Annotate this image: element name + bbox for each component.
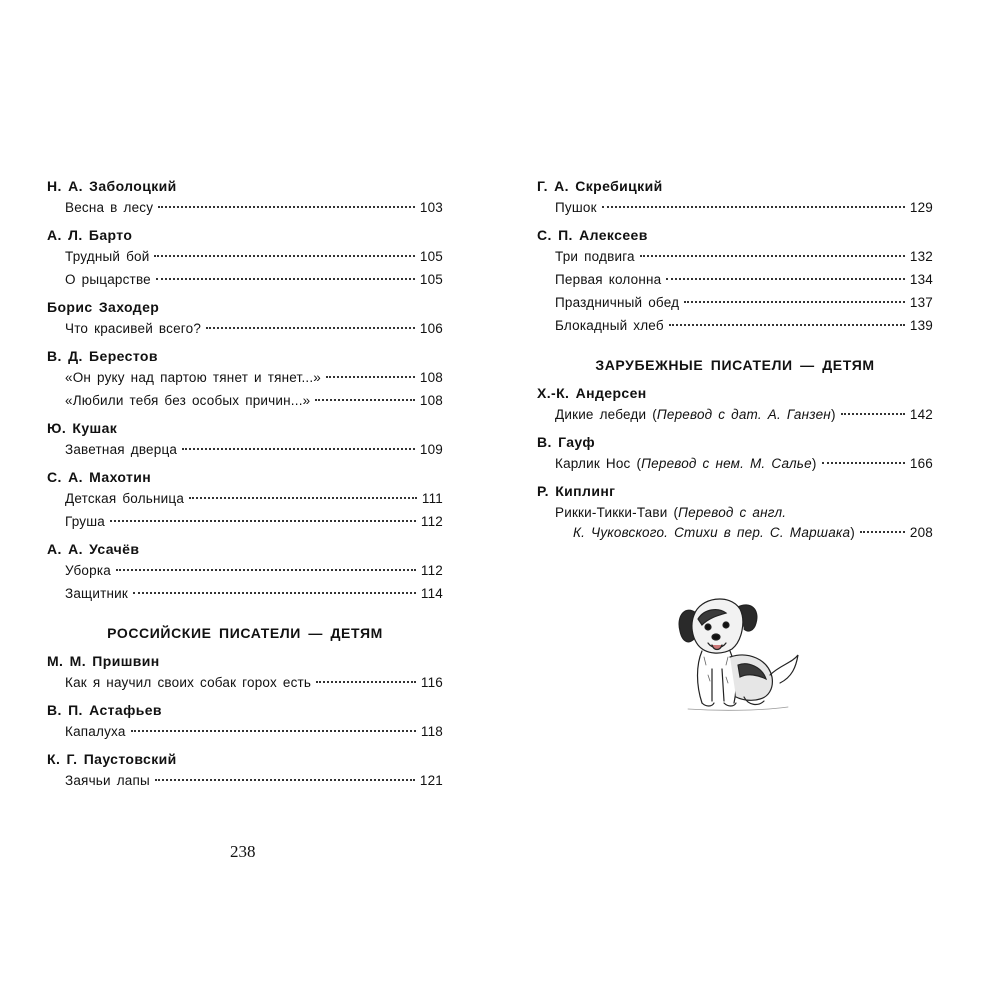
toc-entry[interactable] bbox=[537, 314, 933, 337]
dot-leader bbox=[182, 448, 415, 450]
author-name: Борис Заходер bbox=[47, 299, 160, 315]
dot-leader bbox=[316, 681, 416, 683]
toc-entry-andersen[interactable]: Дикие лебеди (Перевод с дат. А. Ганзен) 142 bbox=[537, 403, 933, 426]
dot-leader bbox=[131, 730, 416, 732]
entry-title: Заветная дверца bbox=[65, 442, 178, 457]
dot-leader bbox=[155, 779, 415, 781]
author-name: Ю. Кушак bbox=[47, 420, 118, 436]
entry-title: Капалуха bbox=[65, 724, 126, 739]
dot-leader bbox=[669, 324, 905, 326]
dot-leader bbox=[158, 206, 415, 208]
author-name: А. Л. Барто bbox=[47, 227, 133, 243]
author-name: Н. А. Заболоцкий bbox=[47, 178, 177, 194]
entry-page: 137 bbox=[909, 295, 933, 310]
toc-entry[interactable] bbox=[47, 487, 443, 510]
entry-page: 134 bbox=[909, 272, 933, 287]
toc-entry[interactable] bbox=[47, 438, 443, 461]
section-heading-russian: РОССИЙСКИЕ ПИСАТЕЛИ — ДЕТЯМ bbox=[107, 625, 383, 641]
entry-title: Первая колонна bbox=[555, 272, 662, 287]
entry-title: О рыцарстве bbox=[65, 272, 151, 287]
dot-leader bbox=[640, 255, 905, 257]
author-name: С. П. Алексеев bbox=[537, 227, 648, 243]
dot-leader bbox=[133, 592, 416, 594]
toc-entry-hauff[interactable]: Карлик Нос (Перевод с нем. М. Салье) 166 bbox=[537, 452, 933, 475]
left-groups-a bbox=[47, 176, 443, 605]
entry-title: Груша bbox=[65, 514, 105, 529]
entry-title: Три подвига bbox=[555, 249, 635, 264]
author-kipling: Р. Киплинг bbox=[537, 483, 616, 499]
entry-title: Что красивей всего? bbox=[65, 321, 202, 336]
entry-page: 103 bbox=[419, 200, 443, 215]
dot-leader bbox=[110, 520, 416, 522]
entry-page: 109 bbox=[419, 442, 443, 457]
entry-translation: Перевод с дат. А. Ганзен bbox=[656, 407, 831, 422]
toc-entry[interactable] bbox=[537, 268, 933, 291]
entry-title: Уборка bbox=[65, 563, 111, 578]
entry-page: 111 bbox=[421, 491, 443, 506]
author-hauff: В. Гауф bbox=[537, 434, 596, 450]
entry-page: 118 bbox=[420, 724, 443, 739]
dot-leader bbox=[860, 531, 905, 533]
toc-entry[interactable] bbox=[47, 366, 443, 389]
dot-leader bbox=[684, 301, 905, 303]
entry-page: 112 bbox=[420, 514, 443, 529]
toc-entry[interactable] bbox=[47, 559, 443, 582]
dot-leader bbox=[666, 278, 905, 280]
toc-entry[interactable] bbox=[47, 720, 443, 743]
right-groups-a bbox=[537, 176, 933, 337]
toc-entry[interactable] bbox=[47, 268, 443, 291]
toc-entry[interactable] bbox=[47, 769, 443, 792]
entry-page: 121 bbox=[419, 773, 443, 788]
entry-page: 166 bbox=[909, 456, 933, 471]
dot-leader bbox=[156, 278, 415, 280]
entry-title: Рикки-Тикки-Тави bbox=[555, 505, 668, 520]
author-name: В. Д. Берестов bbox=[47, 348, 158, 364]
section-heading-foreign: ЗАРУБЕЖНЫЕ ПИСАТЕЛИ — ДЕТЯМ bbox=[595, 357, 875, 373]
toc-left-column bbox=[47, 176, 443, 792]
entry-page: 208 bbox=[909, 525, 933, 540]
toc-entry[interactable] bbox=[47, 389, 443, 412]
entry-title: Защитник bbox=[65, 586, 128, 601]
entry-title: Трудный бой bbox=[65, 249, 150, 264]
toc-entry[interactable] bbox=[537, 245, 933, 268]
entry-title: Пушок bbox=[555, 200, 597, 215]
entry-title: «Любили тебя без особых причин...» bbox=[65, 393, 311, 408]
dot-leader bbox=[315, 399, 415, 401]
toc-entry[interactable] bbox=[47, 196, 443, 219]
toc-entry[interactable] bbox=[47, 510, 443, 533]
toc-right-column bbox=[537, 176, 933, 543]
author-name: М. М. Пришвин bbox=[47, 653, 160, 669]
author-name: А. А. Усачёв bbox=[47, 541, 140, 557]
entry-page: 116 bbox=[420, 675, 443, 690]
entry-title: Карлик Нос bbox=[555, 456, 631, 471]
entry-page: 106 bbox=[419, 321, 443, 336]
entry-page: 105 bbox=[419, 272, 443, 287]
entry-title: Детская больница bbox=[65, 491, 185, 506]
entry-page: 129 bbox=[909, 200, 933, 215]
entry-translation-line1: Перевод с англ. bbox=[678, 505, 787, 520]
dog-illustration-icon bbox=[668, 585, 808, 715]
entry-title: Весна в лесу bbox=[65, 200, 154, 215]
toc-entry[interactable] bbox=[47, 317, 443, 340]
dot-leader bbox=[822, 462, 905, 464]
dot-leader bbox=[206, 327, 415, 329]
entry-title: Блокадный хлеб bbox=[555, 318, 664, 333]
entry-page: 142 bbox=[909, 407, 933, 422]
dot-leader bbox=[326, 376, 415, 378]
entry-translation-line2: К. Чуковского. Стихи в пер. С. Маршака bbox=[573, 525, 851, 540]
entry-title: «Он руку над партою тянет и тянет...» bbox=[65, 370, 322, 385]
page-number: 238 bbox=[230, 842, 256, 861]
dot-leader bbox=[154, 255, 414, 257]
entry-translation: Перевод с нем. М. Салье bbox=[641, 456, 812, 471]
entry-page: 108 bbox=[419, 370, 443, 385]
entry-page: 139 bbox=[909, 318, 933, 333]
author-name: К. Г. Паустовский bbox=[47, 751, 177, 767]
author-name: В. П. Астафьев bbox=[47, 702, 162, 718]
entry-page: 114 bbox=[420, 586, 443, 601]
dot-leader bbox=[602, 206, 905, 208]
toc-entry-kipling[interactable]: Рикки-Тикки-Тави (Перевод с англ. К. Чуковского. Стихи в пер. С. Маршака) 208 bbox=[537, 501, 933, 543]
author-andersen: Х.-К. Андерсен bbox=[537, 385, 647, 401]
author-name: С. А. Махотин bbox=[47, 469, 152, 485]
toc-entry[interactable] bbox=[47, 671, 443, 694]
dot-leader bbox=[116, 569, 416, 571]
dot-leader bbox=[841, 413, 905, 415]
entry-title: Праздничный обед bbox=[555, 295, 680, 310]
entry-title: Заячьи лапы bbox=[65, 773, 150, 788]
entry-title: Как я научил своих собак горох есть bbox=[65, 675, 312, 690]
entry-page: 112 bbox=[420, 563, 443, 578]
toc-entry[interactable] bbox=[47, 582, 443, 605]
left-groups-b bbox=[47, 651, 443, 792]
entry-page: 108 bbox=[419, 393, 443, 408]
author-name: Г. А. Скребицкий bbox=[537, 178, 663, 194]
entry-title: Дикие лебеди bbox=[555, 407, 647, 422]
toc-entry[interactable] bbox=[537, 291, 933, 314]
toc-entry[interactable] bbox=[537, 196, 933, 219]
dot-leader bbox=[189, 497, 417, 499]
entry-page: 105 bbox=[419, 249, 443, 264]
toc-entry[interactable] bbox=[47, 245, 443, 268]
entry-page: 132 bbox=[909, 249, 933, 264]
